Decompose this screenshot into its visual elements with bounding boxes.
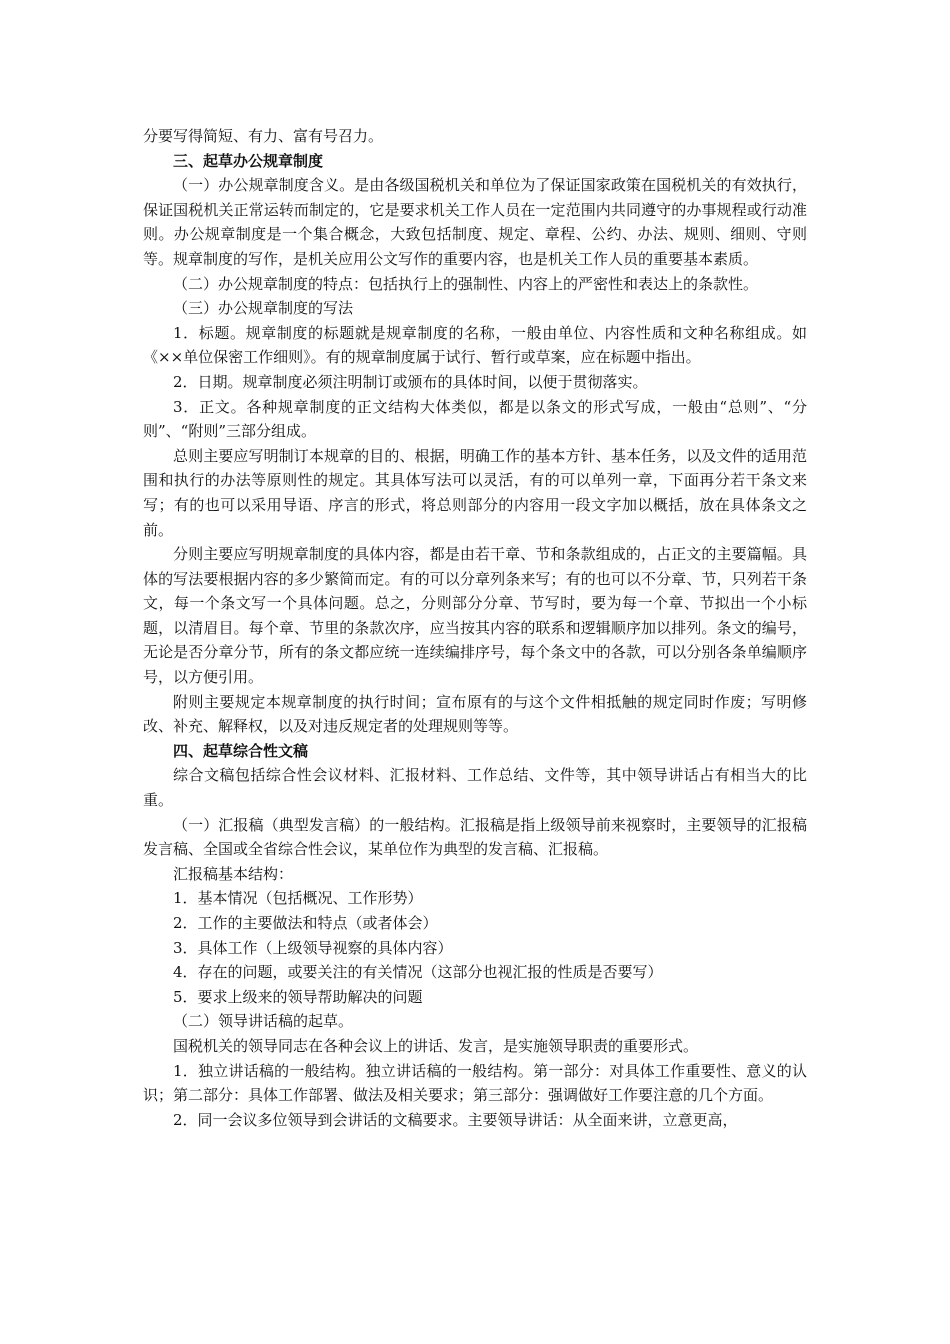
paragraph: 2．同一会议多位领导到会讲话的文稿要求。主要领导讲话：从全面来讲，立意更高，: [173, 1110, 738, 1129]
paragraph: 1．标题。规章制度的标题就是规章制度的名称，一般由单位、内容性质和文种名称组成。如《××单位保密工作细则》。有的规章制度属于试行、暂行或草案，应在标题中指出。: [143, 323, 807, 367]
paragraph: 分要写得简短、有力、富有号召力。: [143, 127, 384, 145]
paragraph: 附则主要规定本规章制度的执行时间；宣布原有的与这个文件相抵触的规定同时作废；写明修改、补充、解释权，以及对违反规定者的处理规则等等。: [143, 692, 807, 736]
paragraph: （一）汇报稿（典型发言稿）的一般结构。汇报稿是指上级领导前来视察时，主要领导的汇报稿发言稿、全国或全省综合性会议，某单位作为典型的发言稿、汇报稿。: [143, 815, 807, 859]
paragraph: （一）办公规章制度含义。是由各级国税机关和单位为了保证国家政策在国税机关的有效执行，保证国税机关正常运转而制定的，它是要求机关工作人员在一定范围内共同遵守的办事规程或行动准则。办公规章制度是一个集合概念，大致包括制度、规定、章程、公约、办法、规则、细则、守则等。规章制度的写作，是机关应用公文写作的重要内容，也是机关工作人员的重要基本素质。: [143, 176, 807, 268]
paragraph: 2．日期。规章制度必须注明制订或颁布的具体时间，以便于贯彻落实。: [173, 372, 648, 391]
list-item: 5．要求上级来的领导帮助解决的问题: [173, 987, 423, 1006]
paragraph: 1．独立讲话稿的一般结构。独立讲话稿的一般结构。第一部分：对具体工作重要性、意义的认识；第二部分：具体工作部署、做法及相关要求；第三部分：强调做好工作要注意的几个方面。: [143, 1061, 807, 1105]
paragraph: 分则主要应写明规章制度的具体内容，都是由若干章、节和条款组成的，占正文的主要篇幅。具体的写法要根据内容的多少繁简而定。有的可以分章列条来写；有的也可以不分章、节，只列若干条文，每一个条文写一个具体问题。总之，分则部分分章、节写时，要为每一个章、节拟出一个小标题，以清眉目。每个章、节里的条款次序，应当按其内容的联系和逻辑顺序加以排列。条文的编号，无论是否分章分节，所有的条文都应统一连续编排序号，每个条文中的各款，可以分别各条单编顺序号，以方便引用。: [143, 545, 807, 687]
paragraph: （三）办公规章制度的写法: [173, 299, 354, 318]
list-item: 3．具体工作（上级领导视察的具体内容）: [173, 938, 453, 957]
list-item: 2．工作的主要做法和特点（或者体会）: [173, 914, 438, 932]
paragraph: （二）领导讲话稿的起草。: [173, 1012, 354, 1031]
paragraph: 3．正文。各种规章制度的正文结构大体类似，都是以条文的形式写成，一般由“总则”、“分则”、“附则”三部分组成。: [143, 397, 807, 441]
paragraph: 综合文稿包括综合性会议材料、汇报材料、工作总结、文件等，其中领导讲话占有相当大的比重。: [143, 766, 807, 810]
document-page: [143, 124, 807, 1132]
paragraph: 汇报稿基本结构：: [173, 864, 294, 883]
paragraph: 国税机关的领导同志在各种会议上的讲话、发言，是实施领导职责的重要形式。: [173, 1036, 699, 1055]
section-heading: 四、起草综合性文稿: [173, 741, 309, 760]
paragraph: 总则主要应写明制订本规章的目的、根据，明确工作的基本方针、基本任务，以及文件的适用范围和执行的办法等原则性的规定。其具体写法可以灵活，有的可以单列一章，下面再分若干条文来写；有的也可以采用导语、序言的形式，将总则部分的内容用一段文字加以概括，放在具体条文之前。: [143, 446, 807, 539]
section-heading: 三、起草办公规章制度: [173, 151, 324, 170]
list-item: 4．存在的问题，或要关注的有关情况（这部分也视汇报的性质是否要写）: [173, 963, 663, 982]
paragraph: （二）办公规章制度的特点：包括执行上的强制性、内容上的严密性和表达上的条款性。: [173, 274, 759, 293]
list-item: 1．基本情况（包括概况、工作形势）: [173, 889, 423, 908]
